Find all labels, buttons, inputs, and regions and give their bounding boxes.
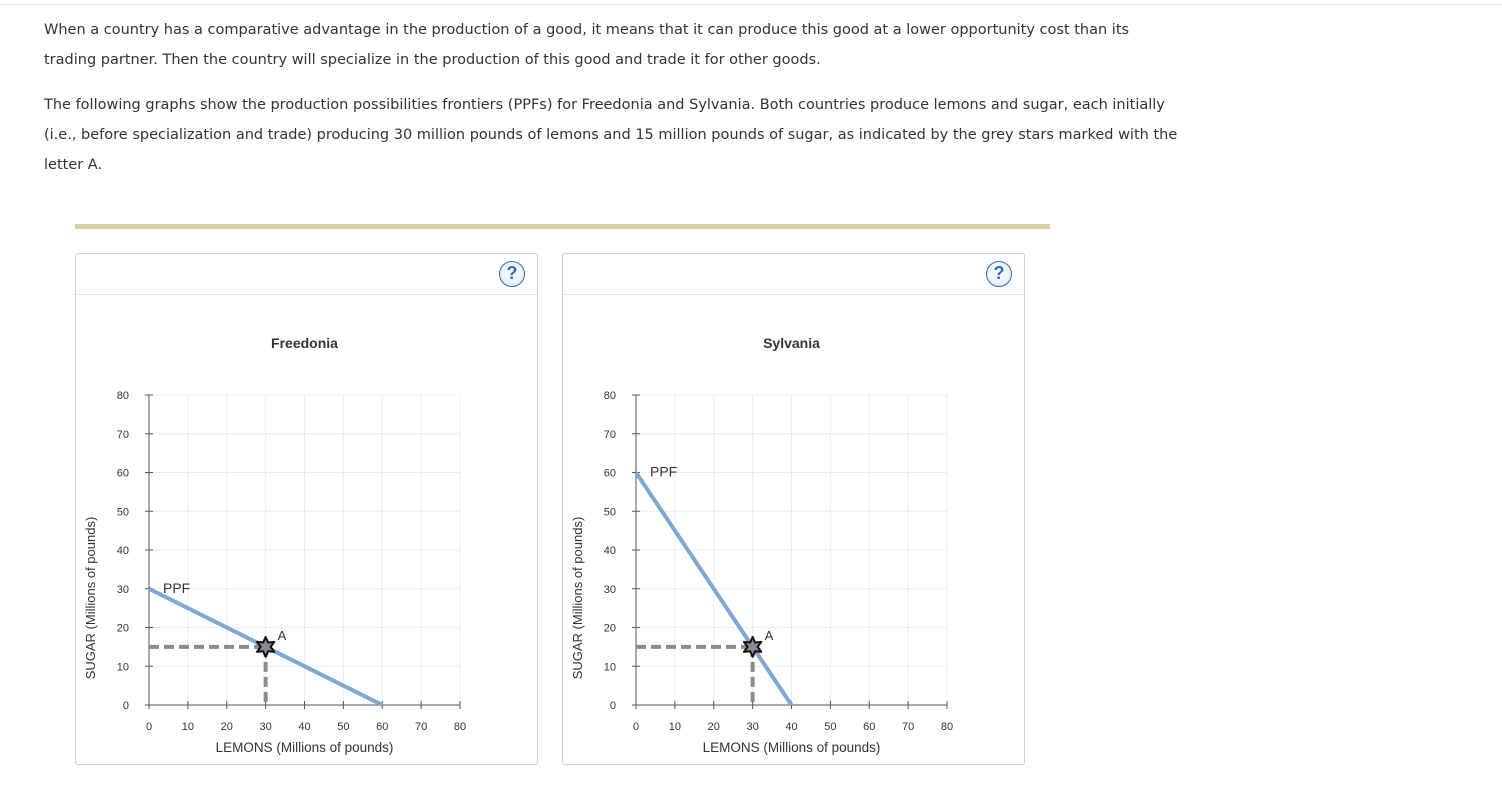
x-tick-label: 10 [181, 721, 194, 733]
x-tick-label: 10 [668, 721, 681, 733]
x-tick-label: 80 [940, 721, 954, 733]
y-tick-label: 40 [116, 545, 129, 557]
freedonia-help-button[interactable]: ? [499, 261, 525, 287]
y-tick-label: 0 [122, 700, 129, 712]
freedonia-panel-header [76, 254, 537, 295]
ppf-label: PPF [163, 579, 191, 596]
sylvania-help-button[interactable]: ? [986, 261, 1012, 287]
intro-paragraph-1: When a country has a comparative advantage in the production of a good, it means that it can produce this good at a lower opportunity cost than its trading partner. Then the country will specialize in the production of this good and trade it for other goods. [44, 22, 1130, 68]
sylvania-graph-panel [562, 253, 1025, 765]
x-axis-label: LEMONS (Millions of pounds) [702, 740, 881, 755]
y-tick-label: 80 [116, 390, 129, 402]
point-a-label: A [277, 627, 287, 643]
x-tick-label: 80 [453, 721, 467, 733]
ppf-label: PPF [650, 463, 678, 480]
y-tick-label: 70 [603, 428, 616, 441]
y-tick-label: 20 [116, 622, 129, 635]
x-tick-label: 0 [632, 721, 640, 733]
y-tick-label: 20 [603, 622, 616, 635]
y-tick-label: 40 [603, 545, 616, 557]
x-tick-label: 70 [415, 721, 428, 733]
y-tick-label: 10 [603, 661, 616, 674]
y-tick-label: 70 [116, 428, 129, 441]
x-tick-label: 40 [785, 721, 798, 733]
freedonia-chart [76, 295, 537, 763]
y-tick-label: 30 [116, 583, 129, 596]
sylvania-chart [563, 295, 1024, 763]
y-axis-label: SUGAR (Millions of pounds) [83, 516, 98, 680]
x-tick-label: 50 [824, 721, 837, 733]
top-rule [0, 4, 1502, 5]
intro-paragraph-2: The following graphs show the production possibilities frontiers (PPFs) for Freedonia and Sylvania. Both countries produce lemons and sugar, each initially (i.e., before specialization and trade) producing 30 million pounds of lemons and 15 million pounds of sugar, as indicated by the grey stars marked with the letter A. [44, 97, 1178, 173]
point-a-label: A [764, 627, 774, 643]
y-tick-label: 50 [116, 506, 129, 519]
y-axis-label: SUGAR (Millions of pounds) [570, 516, 585, 680]
point-a-star [257, 637, 274, 657]
y-tick-label: 80 [603, 390, 616, 402]
x-tick-label: 50 [337, 721, 350, 733]
section-divider [75, 224, 1050, 229]
chart-title: Freedonia [271, 335, 338, 351]
y-tick-label: 60 [116, 467, 129, 480]
x-tick-label: 40 [298, 721, 311, 733]
chart-title: Sylvania [763, 335, 820, 351]
x-tick-label: 20 [220, 721, 233, 733]
y-tick-label: 50 [603, 506, 616, 519]
x-tick-label: 20 [707, 721, 720, 733]
y-tick-label: 0 [609, 700, 616, 712]
sylvania-panel-header [563, 254, 1024, 295]
y-tick-label: 60 [603, 467, 616, 480]
freedonia-graph-panel [75, 253, 538, 765]
x-axis-label: LEMONS (Millions of pounds) [215, 740, 394, 755]
y-tick-label: 30 [603, 583, 616, 596]
x-tick-label: 60 [863, 721, 876, 733]
x-tick-label: 60 [376, 721, 389, 733]
x-tick-label: 30 [746, 721, 759, 733]
x-tick-label: 70 [902, 721, 915, 733]
x-tick-label: 30 [259, 721, 272, 733]
y-tick-label: 10 [116, 661, 129, 674]
x-tick-label: 0 [145, 721, 153, 733]
